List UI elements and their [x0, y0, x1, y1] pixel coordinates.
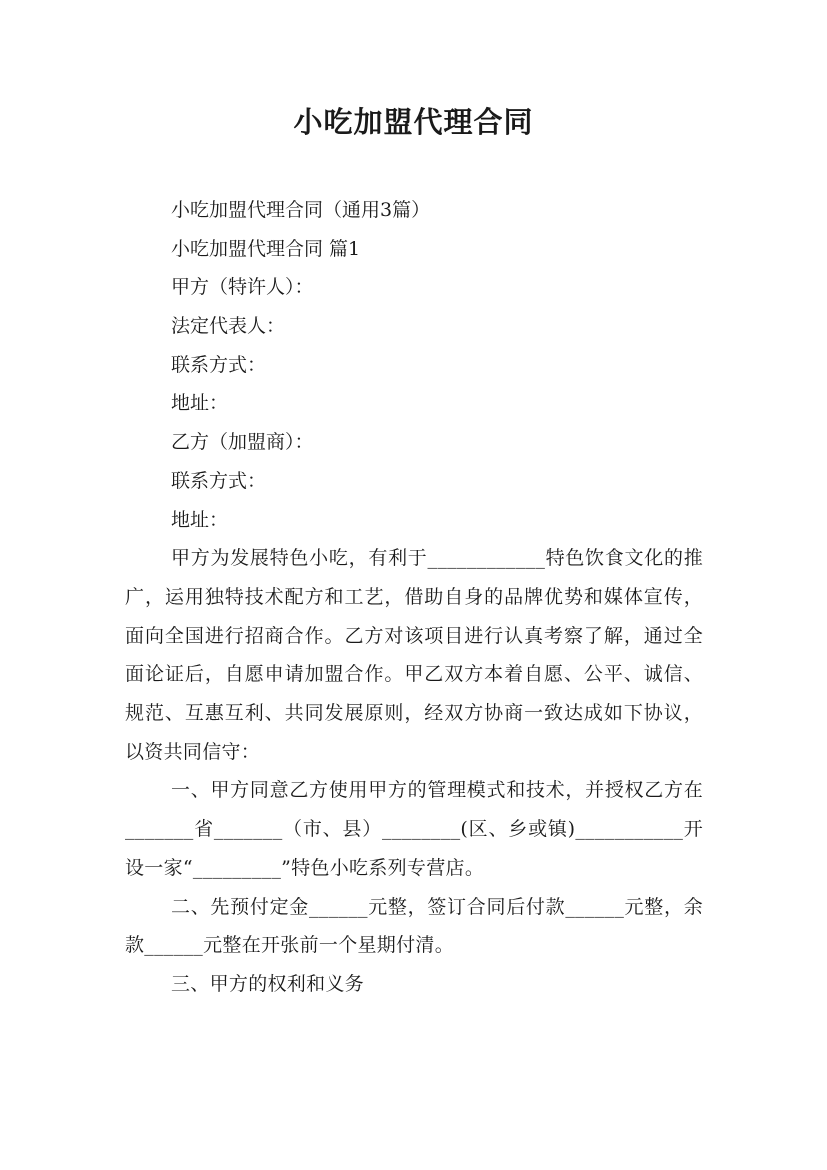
party-b-contact: 联系方式：	[171, 469, 267, 492]
party-b-label: 乙方（加盟商）：	[171, 431, 314, 454]
section-heading: 小吃加盟代理合同 篇1	[171, 237, 361, 260]
document-title: 小吃加盟代理合同	[293, 105, 534, 139]
party-a-contact: 联系方式：	[171, 353, 267, 376]
document-body	[125, 191, 703, 1004]
party-a-address: 地址：	[171, 392, 229, 415]
clause-1-paragraph: 一、甲方同意乙方使用甲方的管理模式和技术，并授权乙方在_______省_______（市、县）________(区、乡或镇)___________开设一家“_________”特色小吃系列专营店。	[125, 779, 703, 879]
clause-2-paragraph: 二、先预付定金______元整，签订合同后付款______元整，余款______元整在开张前一个星期付清。	[125, 895, 703, 957]
party-a-label: 甲方（特许人）：	[171, 276, 314, 299]
party-b-address: 地址：	[171, 508, 229, 531]
preamble-paragraph: 甲方为发展特色小吃，有利于____________特色饮食文化的推广，运用独特技术配方和工艺，借助自身的品牌优势和媒体宣传，面向全国进行招商合作。乙方对该项目进行认真考察了解，通过全面论证后，自愿申请加盟合作。甲乙双方本着自愿、公平、诚信、规范、互惠互利、共同发展原则，经双方协商一致达成如下协议，以资共同信守：	[125, 547, 703, 763]
document-subtitle: 小吃加盟代理合同（通用3篇）	[171, 199, 431, 221]
clause-3-heading: 三、甲方的权利和义务	[171, 972, 365, 995]
party-a-legal-rep: 法定代表人：	[171, 315, 286, 338]
